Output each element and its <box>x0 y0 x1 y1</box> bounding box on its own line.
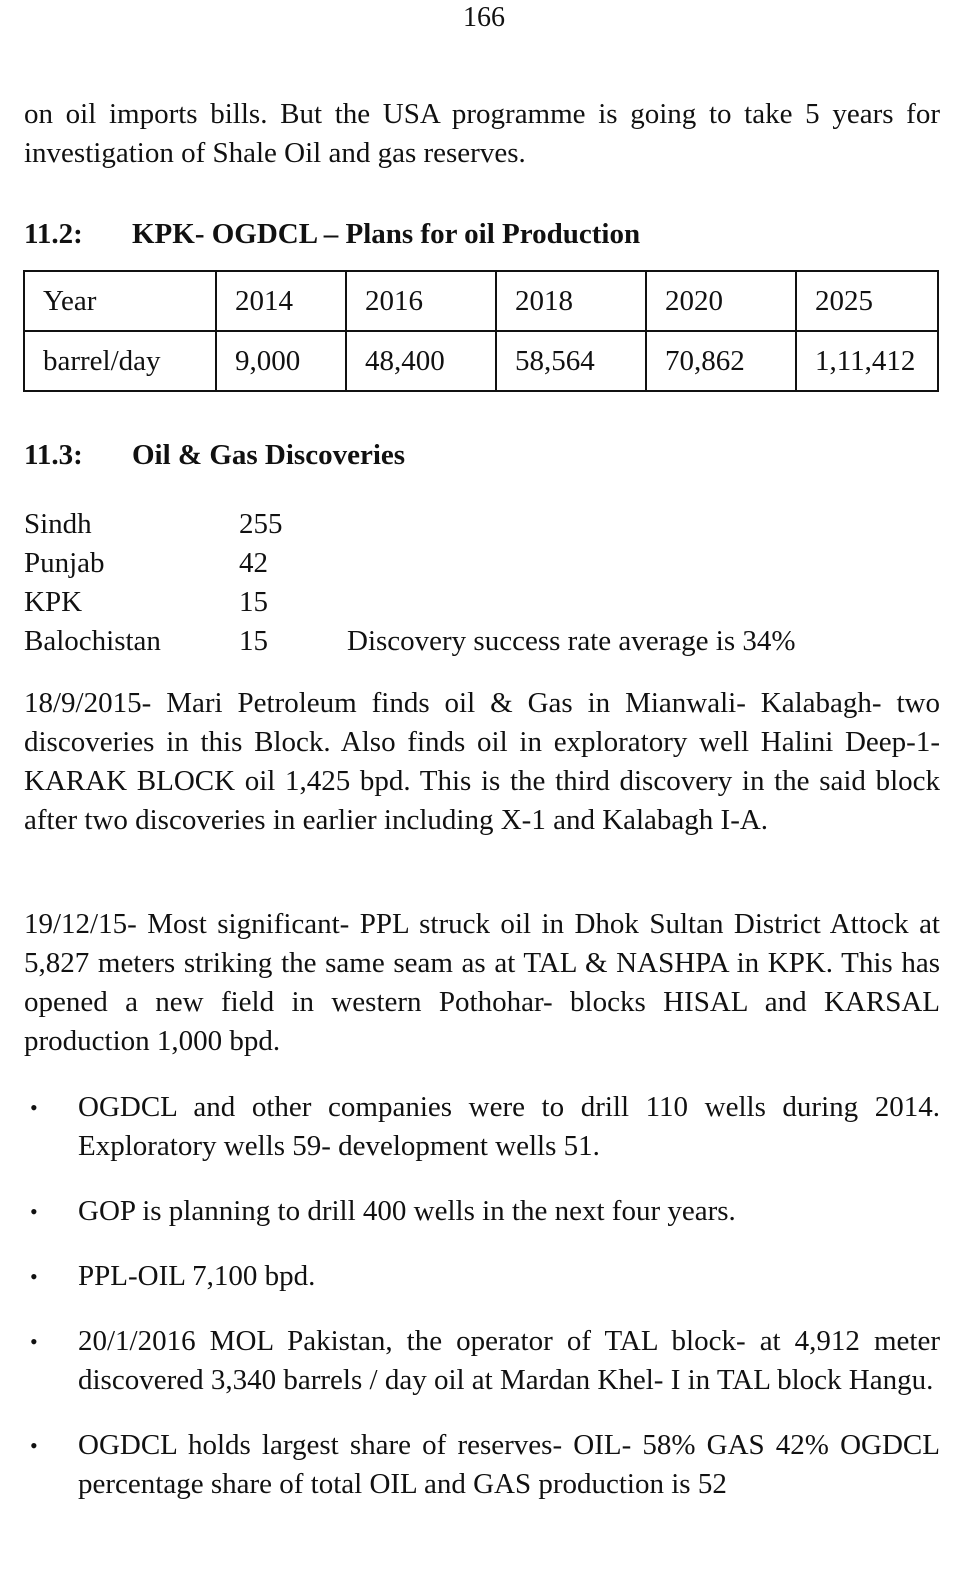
table-cell: Year <box>24 271 216 331</box>
discovery-count: 255 <box>239 508 283 540</box>
table-header-row <box>24 271 938 331</box>
bullet-text: 20/1/2016 MOL Pakistan, the operator of TAL block- at 4,912 meter discovered 3,340 barrels / day oil at Mardan Khel- I in TAL block Hangu. <box>78 1325 940 1396</box>
page-number: 166 <box>463 2 505 33</box>
province-name: Punjab <box>24 547 105 579</box>
list-item <box>0 1257 940 1296</box>
section-title: Oil & Gas Discoveries <box>132 439 406 471</box>
intro-paragraph: on oil imports bills. But the USA programme is going to take 5 years for investigation of Shale Oil and gas reserves. <box>24 98 940 169</box>
list-item <box>0 1322 940 1400</box>
bullet-text: OGDCL and other companies were to drill 110 wells during 2014. Exploratory wells 59- development wells 51. <box>78 1091 940 1162</box>
section-heading-11-3 <box>24 437 405 473</box>
table-cell: 2014 <box>216 271 346 331</box>
section-number: 11.2: <box>24 218 83 250</box>
table-row <box>24 331 938 391</box>
success-rate-note: Discovery success rate average is 34% <box>347 625 796 657</box>
bullet-list <box>0 1088 940 1530</box>
bullet-icon: • <box>30 1095 38 1120</box>
bullet-text: GOP is planning to drill 400 wells in the next four years. <box>78 1195 736 1227</box>
bullet-icon: • <box>30 1433 38 1458</box>
table-cell: 2025 <box>796 271 938 331</box>
table-cell: 1,11,412 <box>796 331 938 391</box>
table-cell: 9,000 <box>216 331 346 391</box>
table-cell: 48,400 <box>346 331 496 391</box>
table-cell: 58,564 <box>496 331 646 391</box>
bullet-icon: • <box>30 1199 38 1224</box>
table-cell: 2020 <box>646 271 796 331</box>
section-heading-11-2 <box>24 216 640 252</box>
discovery-count: 15 <box>239 625 268 657</box>
table-cell: 2018 <box>496 271 646 331</box>
table-cell: 2016 <box>346 271 496 331</box>
discovery-count: 42 <box>239 547 268 579</box>
paragraph-ppl-discovery: 19/12/15- Most significant- PPL struck oil in Dhok Sultan District Attock at 5,827 meters striking the same seam as at TAL & NASHPA in KPK. This has opened a new field in western Pothohar- blocks HISAL and KARSAL production 1,000 bpd. <box>24 908 940 1057</box>
section-title: KPK- OGDCL – Plans for oil Production <box>132 218 641 250</box>
list-item <box>0 1426 940 1504</box>
province-name: KPK <box>24 586 83 618</box>
bullet-text: PPL-OIL 7,100 bpd. <box>78 1260 316 1292</box>
bullet-icon: • <box>30 1264 38 1289</box>
oil-production-plan-table <box>23 270 939 392</box>
section-number: 11.3: <box>24 439 83 471</box>
list-item <box>0 1088 940 1166</box>
bullet-icon: • <box>30 1329 38 1354</box>
table-cell: 70,862 <box>646 331 796 391</box>
bullet-text: OGDCL holds largest share of reserves- OIL- 58% GAS 42% OGDCL percentage share of total OIL and GAS production is 52 <box>78 1429 940 1500</box>
province-name: Sindh <box>24 508 92 540</box>
province-name: Balochistan <box>24 625 161 657</box>
paragraph-mari-petroleum: 18/9/2015- Mari Petroleum finds oil & Gas in Mianwali- Kalabagh- two discoveries in this Block. Also finds oil in exploratory well Halini Deep-1- KARAK BLOCK oil 1,425 bpd. This is the third discovery in the said block after two discoveries in earlier including X-1 and Kalabagh I-A. <box>24 687 940 836</box>
discovery-count: 15 <box>239 586 268 618</box>
list-item <box>0 1192 940 1231</box>
table-cell: barrel/day <box>24 331 216 391</box>
